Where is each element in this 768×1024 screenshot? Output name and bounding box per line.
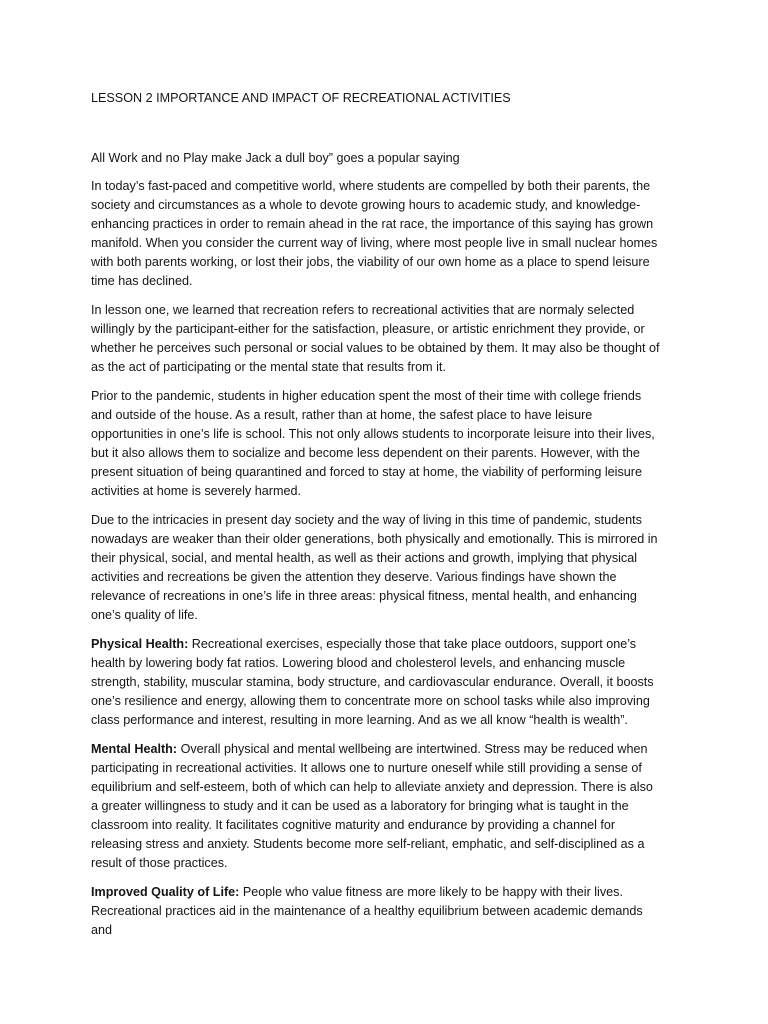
popular-saying: All Work and no Play make Jack a dull boy” goes a popular saying <box>91 151 460 165</box>
paragraph-quality-of-life <box>91 883 662 940</box>
paragraph-text: Overall physical and mental wellbeing are intertwined. Stress may be reduced when participating in recreational activities. It allows one to nurture oneself while still providing a sense of equilibrium and self-esteem, both of which can help to alleviate anxiety and depression. There is also a greater willingness to study and it can be used as a laboratory for bringing what is taught in the classroom into reality. It facilitates cognitive maturity and endurance by providing a channel for releasing stress and anxiety. Students become more self-reliant, emphatic, and self-disciplined as a result of those practices. <box>91 742 653 870</box>
paragraph-pre-pandemic <box>91 387 662 501</box>
lesson-title: LESSON 2 IMPORTANCE AND IMPACT OF RECREATIONAL ACTIVITIES <box>91 91 511 105</box>
paragraph-text: Recreational exercises, especially those that take place outdoors, support one’s health by lowering body fat ratios. Lowering blood and cholesterol levels, and enhancing muscle strength, stability, muscular stamina, body structure, and cardiovascular endurance. Overall, it boosts one’s resilience and energy, allowing them to concentrate more on school tasks while also improving class performance and interest, resulting in more learning. And as we all know “health is wealth”. <box>91 637 654 727</box>
paragraph-lead: Physical Health: <box>91 637 189 651</box>
paragraph-lead: Mental Health: <box>91 742 178 756</box>
paragraph-lead: Improved Quality of Life: <box>91 885 240 899</box>
paragraph-mental-health <box>91 740 662 873</box>
paragraph-text: In today’s fast-paced and competitive world, where students are compelled by both their parents, the society and circumstances as a whole to devote growing hours to academic study, and knowledge-enhancing practices in order to remain ahead in the rat race, the importance of this saying has grown manifold. When you consider the current way of living, where most people live in small nuclear homes with both parents working, or lost their jobs, the viability of our own home as a place to spend leisure time has declined. <box>91 179 658 288</box>
paragraph-text: Due to the intricacies in present day society and the way of living in this time of pandemic, students nowadays are weaker than their older generations, both physically and emotionally. This is mirrored in their physical, social, and mental health, as well as their actions and growth, implying that physical activities and recreations be given the attention they deserve. Various findings have shown the relevance of recreations in one’s life in three areas: physical fitness, mental health, and enhancing one’s quality of life. <box>91 513 658 622</box>
paragraph-text: People who value fitness are more likely to be happy with their lives. Recreational practices aid in the maintenance of a healthy equilibrium between academic demands and <box>91 885 643 937</box>
paragraph-recreation-definition <box>91 301 662 377</box>
paragraph-intro <box>91 177 662 291</box>
paragraph-physical-health <box>91 635 662 730</box>
paragraph-intricacies <box>91 511 662 625</box>
paragraph-text: In lesson one, we learned that recreation refers to recreational activities that are normaly selected willingly by the participant-either for the satisfaction, pleasure, or artistic enrichment they provide, or whether he perceives such personal or social values to be obtained by them. It may also be thought of as the act of participating or the mental state that results from it. <box>91 303 660 374</box>
paragraph-text: Prior to the pandemic, students in higher education spent the most of their time with college friends and outside of the house. As a result, rather than at home, the safest place to have leisure opportunities in one’s life is school. This not only allows students to incorporate leisure into their lives, but it also allows them to socialize and become less dependent on their parents. However, with the present situation of being quarantined and forced to stay at home, the viability of performing leisure activities at home is severely harmed. <box>91 389 655 498</box>
